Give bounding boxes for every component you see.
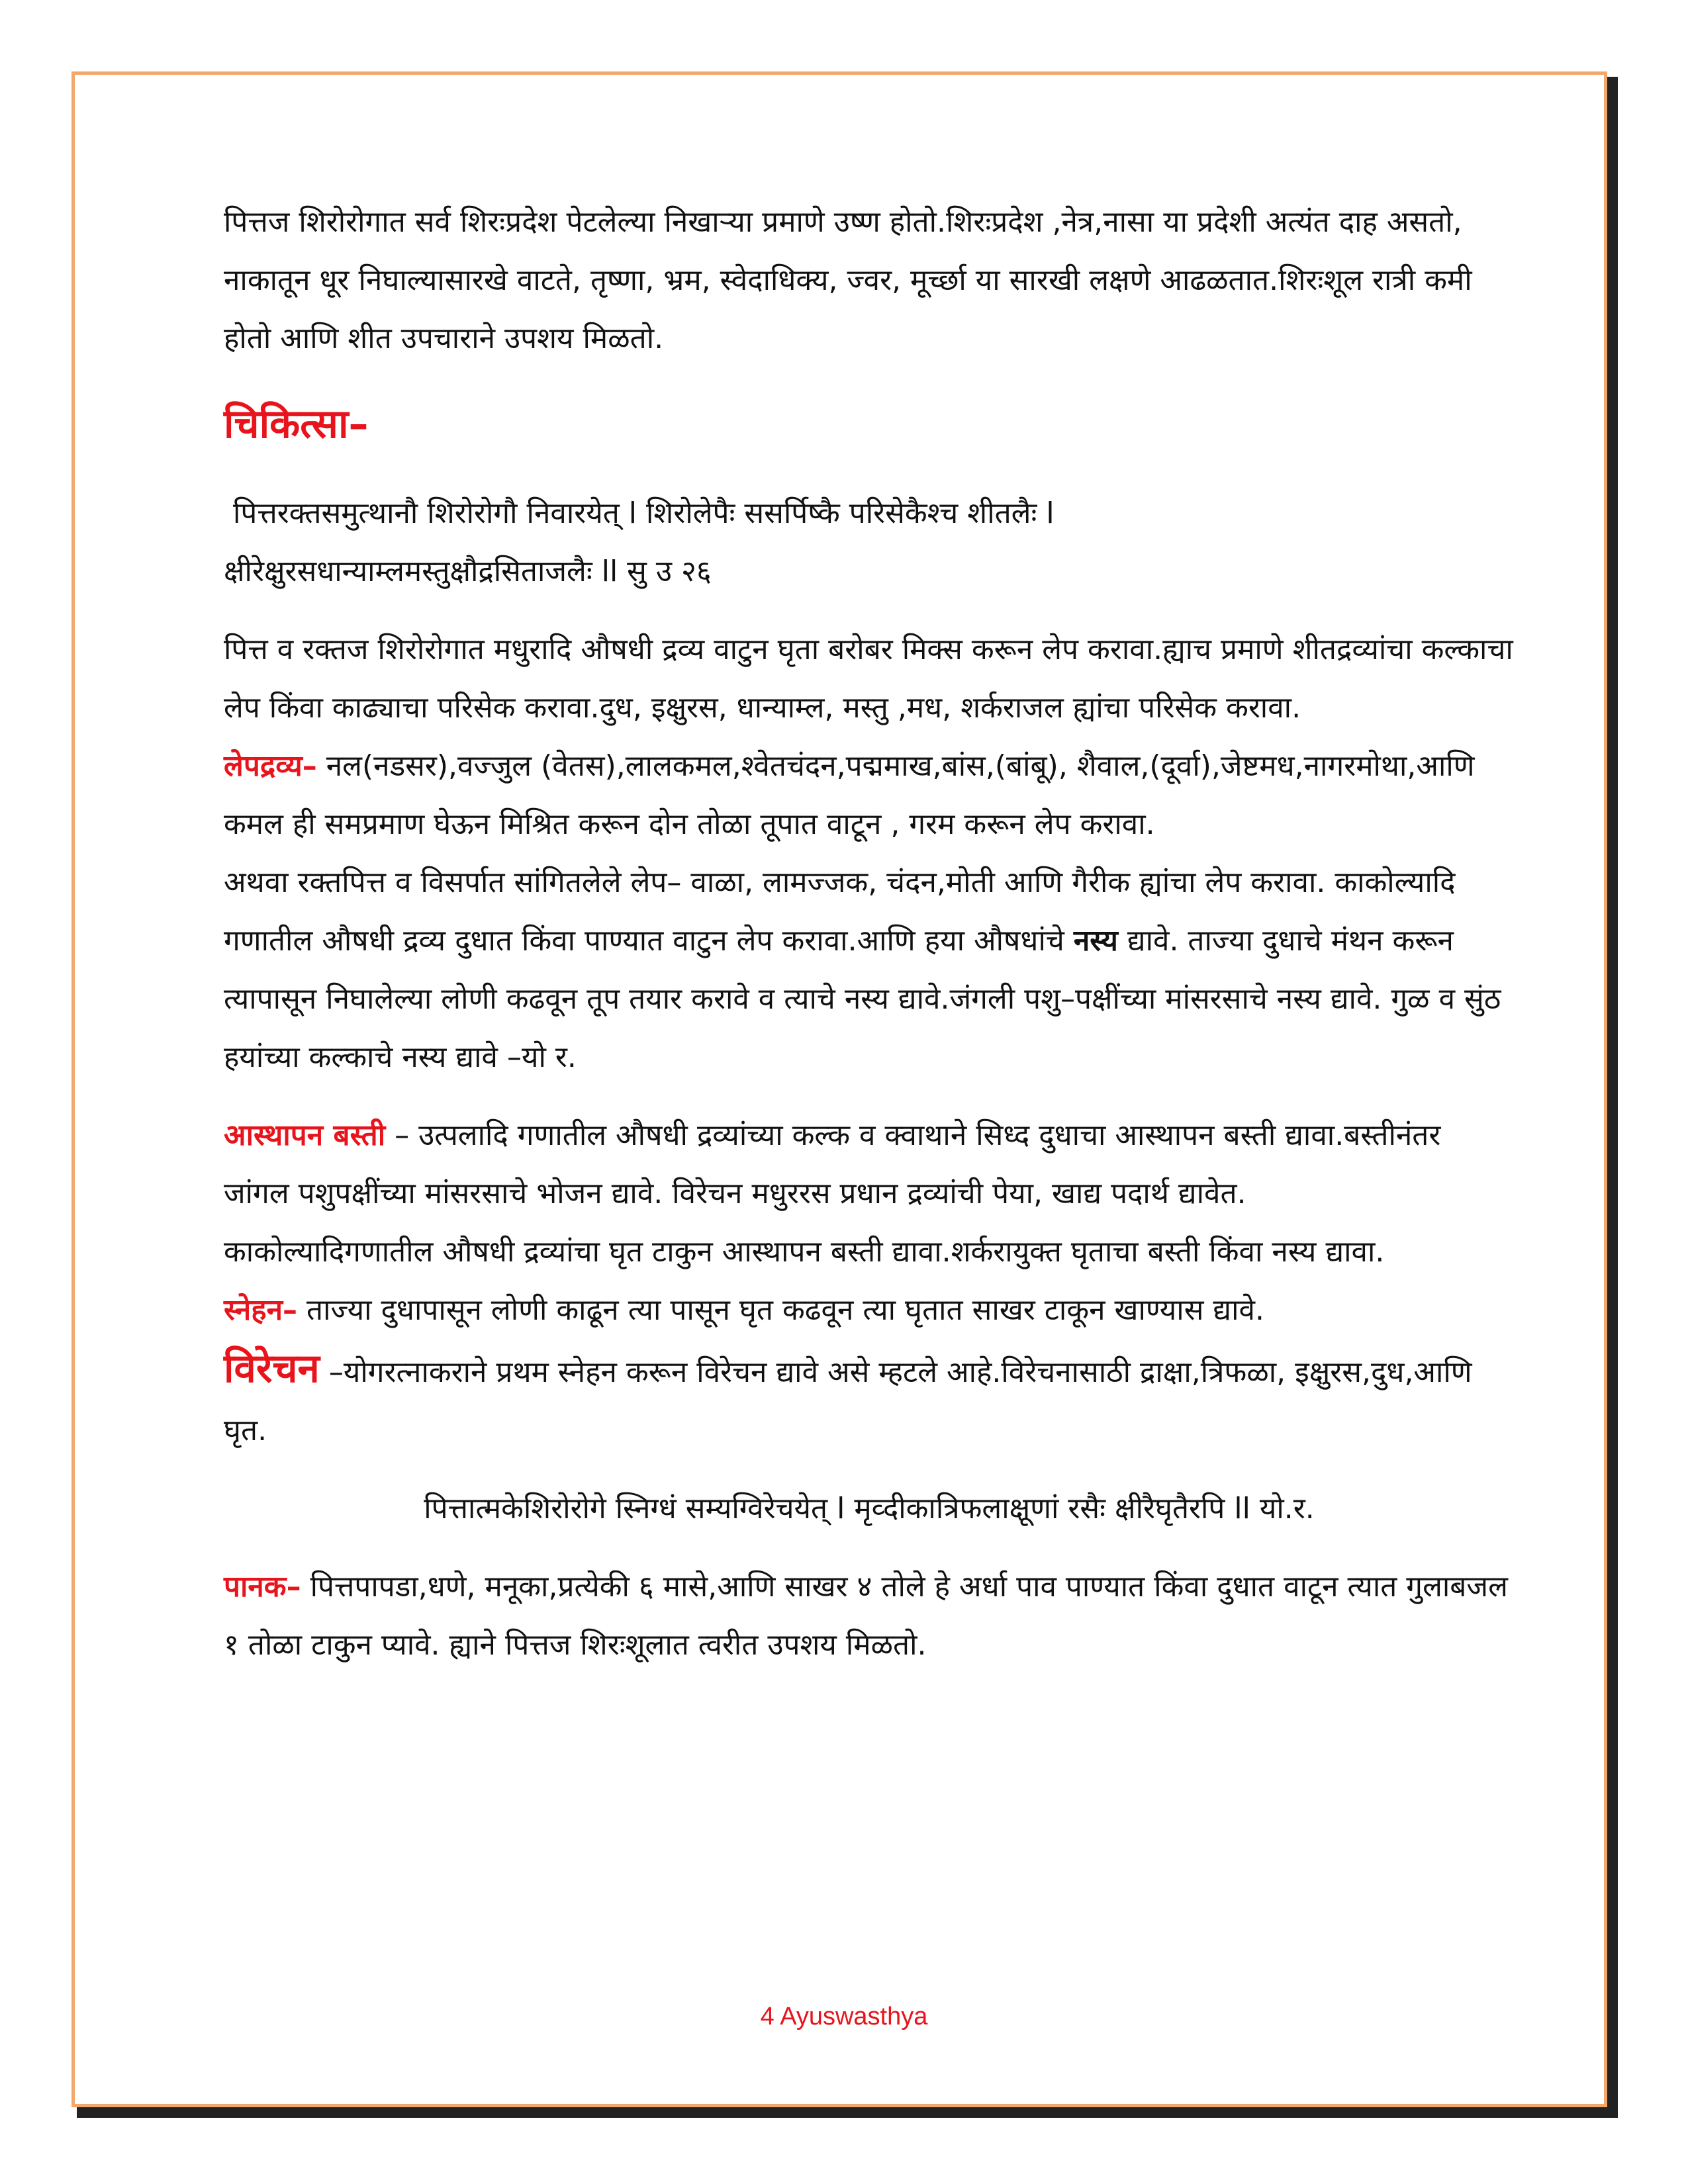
- section-heading: चिकित्सा–: [224, 401, 369, 447]
- document-body: [224, 193, 1515, 1674]
- shloka-line-2: क्षीरेक्षुरसधान्याम्लमस्तुक्षौद्रसिताजलैः ll सु उ २६: [224, 555, 712, 588]
- virechan-label: विरेचन: [224, 1345, 320, 1392]
- lep-text: नल(नडसर),वज्जुल (वेतस),लालकमल,श्वेतचंदन,पद्ममाख,बांस,(बांबू), शैवाल,(दूर्वा),जेष्टमध,नागरमोथा,आणि कमल ही समप्रमाण घेऊन मिश्रित करून दोन तोळा तूपात वाटून , गरम करून लेप करावा.: [224, 749, 1475, 841]
- basti-text: – उत्पलादि गणातील औषधी द्रव्यांच्या कल्क व क्वाथाने सिध्द दुधाचा आस्थापन बस्ती द्यावा.बस्तीनंतर जांगल पशुपक्षींच्या मांसरसाचे भोजन द्यावे. विरेचन मधुररस प्रधान द्रव्यांची पेया, खाद्य पदार्थ द्यावेत.: [224, 1118, 1441, 1210]
- shloka-line-1: पित्तरक्तसमुत्थानौ शिरोरोगौ निवारयेत् l शिरोलेपैः ससर्पिष्कै परिसेकैश्च शीतलैः l: [233, 496, 1055, 530]
- lep-label: लेपद्रव्य–: [224, 749, 317, 783]
- panak-paragraph: [224, 1558, 1515, 1674]
- shloka-2: पित्तात्मकेशिरोरोगे स्निग्धं सम्यग्विरेचयेत् l मृव्दीकात्रिफलाक्षूणां रसैः क्षीरैघृतैरपि ll यो.र.: [424, 1492, 1315, 1525]
- panak-text: पित्तपापडा,धणे, मनूका,प्रत्येकी ६ मासे,आणि साखर ४ तोले हे अर्धा पाव पाण्यात किंवा दुधात वाटून त्यात गुलाबजल १ तोळा टाकुन प्यावे. ह्याने पित्तज शिरःशूलात त्वरीत उपशय मिळतो.: [224, 1570, 1508, 1662]
- nasya-text-end: द्यावे. ताज्या दुधाचे मंथन करून त्यापासून निघालेल्या लोणी कढवून तूप तयार करावे व त्याचे नस्य द्यावे.जंगली पशु–पक्षींच्या मांसरसाचे नस्य द्यावे. गुळ व सुंठ हयांच्या कल्काचे नस्य द्यावे –यो र.: [224, 924, 1501, 1074]
- lep-paragraph: [224, 737, 1515, 854]
- virechan-text: –योगरत्नाकराने प्रथम स्नेहन करून विरेचन द्यावे असे म्हटले आहे.विरेचनासाठी द्राक्षा,त्रिफळा, इक्षुरस,दुध,आणि घृत.: [224, 1355, 1472, 1447]
- snehan-label: स्नेहन–: [224, 1293, 298, 1327]
- snehan-paragraph: [224, 1281, 1515, 1340]
- nasya-bold: नस्य: [1073, 924, 1118, 958]
- basti-label: आस्थापन बस्ती: [224, 1118, 386, 1152]
- nasya-paragraph: [224, 854, 1515, 1087]
- nasya-text: अथवा रक्तपित्त व विसर्पात सांगितलेले लेप– वाळा, लामज्जक, चंदन,मोती आणि गैरीक ह्यांचा लेप करावा. काकोल्यादि गणातील औषधी द्रव्य दुधात किंवा पाण्यात वाटुन लेप करावा.आणि हया औषधांचे: [224, 866, 1456, 958]
- virechan-paragraph: [224, 1340, 1515, 1460]
- snehan-text: ताज्या दुधापासून लोणी काढून त्या पासून घृत कढवून त्या घृतात साखर टाकून खाण्यास द्यावे.: [297, 1293, 1264, 1327]
- basti-paragraph: [224, 1107, 1515, 1223]
- ghrita-paragraph: काकोल्यादिगणातील औषधी द्रव्यांचा घृत टाकुन आस्थापन बस्ती द्यावा.शर्करायुक्त घृताचा बस्ती किंवा नस्य द्यावा.: [224, 1235, 1385, 1269]
- page-footer: 4 Ayuswasthya: [760, 2003, 928, 2030]
- panak-label: पानक–: [224, 1570, 301, 1604]
- treatment-paragraph: पित्त व रक्तज शिरोरोगात मधुरादि औषधी द्रव्य वाटुन घृता बरोबर मिक्स करून लेप करावा.ह्याच प्रमाणे शीतद्रव्यांचा कल्काचा लेप किंवा काढ्याचा परिसेक करावा.दुध, इक्षुरस, धान्याम्ल, मस्तु ,मध, शर्कराजल ह्यांचा परिसेक करावा.: [224, 633, 1513, 725]
- intro-paragraph: पित्तज शिरोरोगात सर्व शिरःप्रदेश पेटलेल्या निखाऱ्या प्रमाणे उष्ण होतो.शिरःप्रदेश ,नेत्र,नासा या प्रदेशी अत्यंत दाह असतो, नाकातून धूर निघाल्यासारखे वाटते, तृष्णा, भ्रम, स्वेदाधिक्य, ज्वर, मूर्च्छा या सारखी लक्षणे आढळतात.शिरःशूल रात्री कमी होतो आणि शीत उपचाराने उपशय मिळतो.: [224, 205, 1472, 355]
